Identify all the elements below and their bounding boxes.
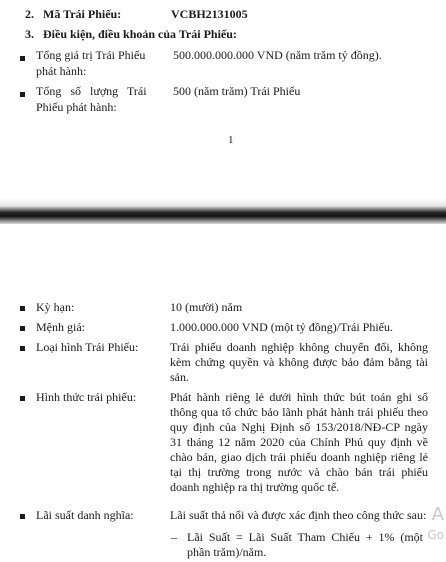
item-label: Loại hình Trái Phiếu: bbox=[36, 340, 139, 354]
bullet-icon bbox=[20, 346, 25, 351]
item-value: Phát hành riêng lẻ dưới hình thức bút toán ghi sổ thông qua tổ chức bảo lãnh phát hành trái phiếu theo quy định của Nghị Định số 153/2018/NĐ-CP ngày 31 tháng 12 năm 2020 của Chính Phủ quy định về chào bán, giao dịch trái phiếu doanh nghiệp riêng lẻ tại thị trường trong nước và chào bán trái phiếu doanh nghiệp ra thị trường quốc tế. bbox=[170, 390, 428, 494]
section-2-number: 2. bbox=[25, 7, 34, 21]
list-item-face-value bbox=[20, 320, 440, 336]
list-item-total-value bbox=[20, 48, 440, 80]
list-item-term bbox=[20, 300, 440, 316]
section-3-label: Điều kiện, điều khoản của Trái Phiếu: bbox=[43, 27, 237, 41]
dash-marker: – bbox=[171, 530, 177, 544]
item-label-line2: Phiếu phát hành: bbox=[36, 100, 117, 114]
page-break-scan-shadow bbox=[0, 198, 446, 224]
item-label-line1: Tổng số lượng Trái bbox=[36, 84, 147, 98]
item-label: Kỳ hạn: bbox=[36, 300, 75, 314]
bullet-icon bbox=[20, 396, 25, 401]
bond-code-value: VCBH2131005 bbox=[171, 7, 248, 21]
section-3-heading bbox=[25, 27, 237, 42]
list-item-nominal-rate bbox=[20, 508, 440, 524]
list-item-bond-form bbox=[20, 390, 440, 494]
bullet-icon bbox=[20, 56, 25, 61]
item-label: Mệnh giá: bbox=[36, 320, 85, 334]
section-3-number: 3. bbox=[25, 27, 34, 41]
document-page-2 bbox=[0, 224, 446, 559]
watermark-line2: Go bbox=[427, 528, 444, 542]
item-value: 1.000.000.000 VND (một tỷ đồng)/Trái Phiếu. bbox=[170, 320, 394, 334]
list-item-total-quantity bbox=[20, 84, 440, 116]
formula-text: Lãi Suất = Lãi Suất Tham Chiếu + 1% (một phần trăm)/năm. bbox=[187, 530, 423, 559]
bullet-icon bbox=[20, 514, 25, 519]
item-value: Trái phiếu doanh nghiệp không chuyển đổi, không kèm chứng quyền và không được bảo đảm bằng tài sản. bbox=[170, 340, 428, 384]
document-page-1 bbox=[0, 0, 446, 198]
bullet-icon bbox=[20, 326, 25, 331]
item-value: 10 (mười) năm bbox=[170, 300, 243, 314]
bullet-icon bbox=[20, 92, 25, 97]
watermark-line1: A bbox=[431, 504, 444, 525]
item-value: 500.000.000.000 VND (năm trăm tỷ đồng). bbox=[173, 48, 382, 62]
list-item-bond-type bbox=[20, 340, 440, 388]
formula-line bbox=[171, 530, 423, 562]
item-label-line1: Tổng giá trị Trái Phiếu bbox=[36, 48, 146, 62]
item-value: 500 (năm trăm) Trái Phiếu bbox=[173, 84, 301, 98]
item-label-line2: phát hành: bbox=[36, 64, 87, 78]
item-label: Hình thức trái phiếu: bbox=[36, 390, 137, 404]
item-label: Lãi suất danh nghĩa: bbox=[36, 508, 134, 522]
item-value: Lãi suất thả nổi và được xác định theo công thức sau: bbox=[170, 508, 427, 522]
section-2-heading bbox=[25, 7, 121, 22]
section-2-label: Mã Trái Phiếu: bbox=[43, 7, 122, 21]
bullet-icon bbox=[20, 306, 25, 311]
page-number: 1 bbox=[228, 134, 234, 146]
